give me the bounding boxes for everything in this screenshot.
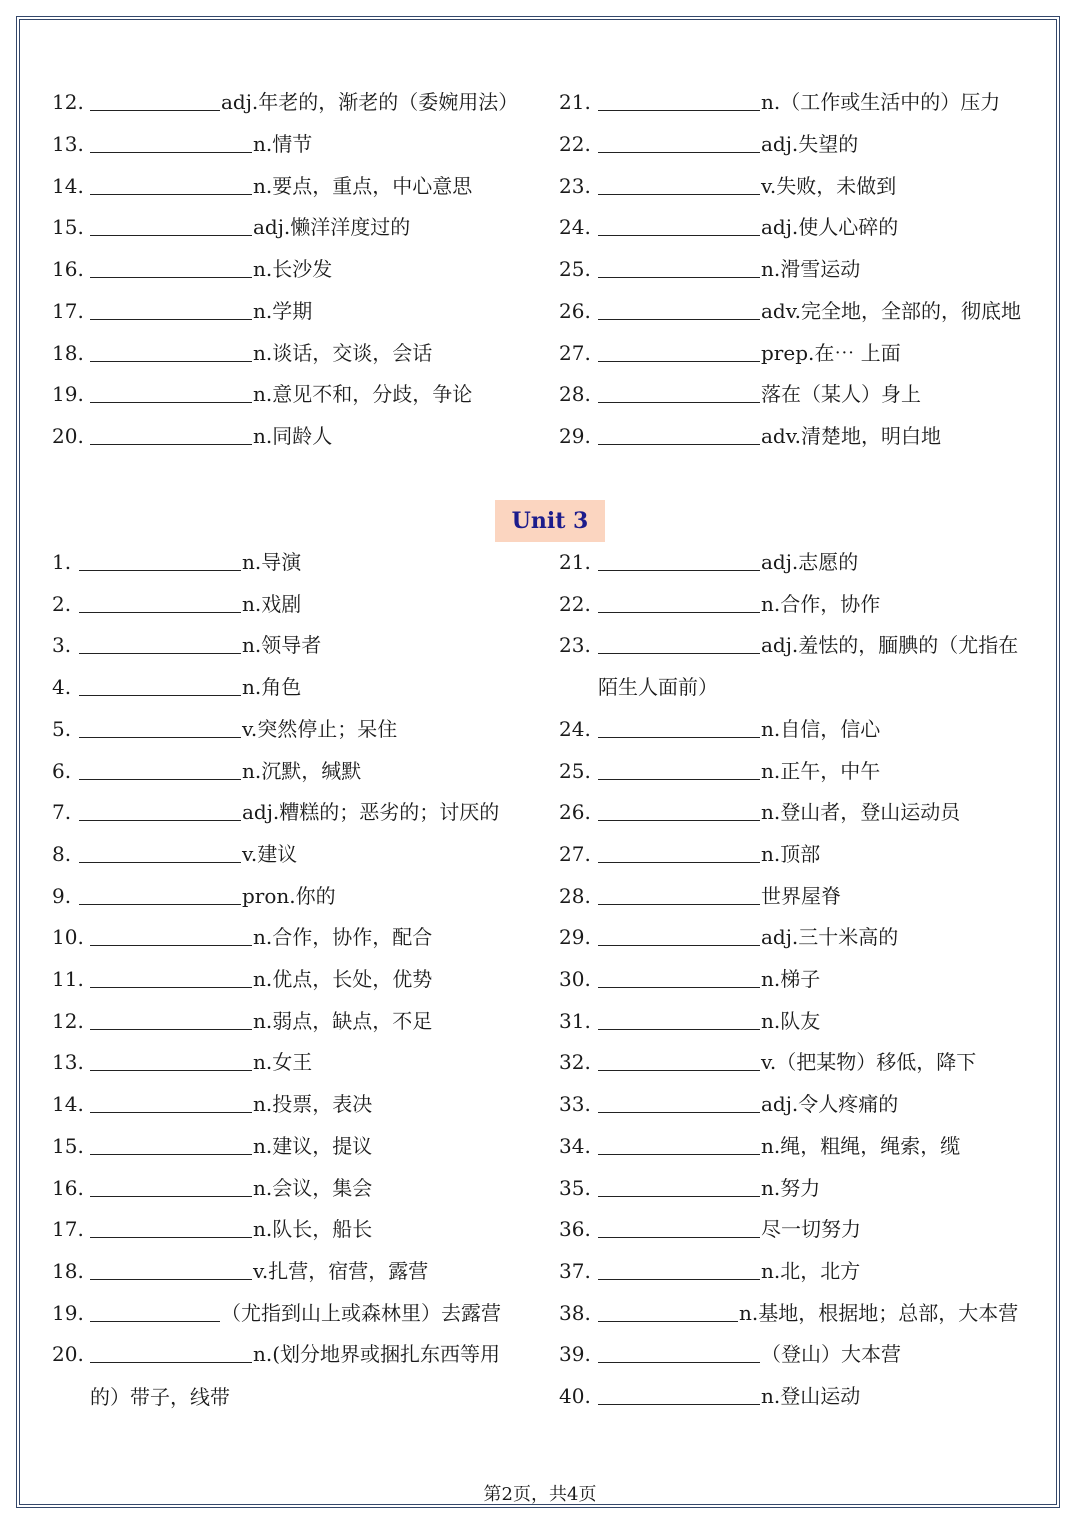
answer-blank[interactable] xyxy=(90,959,252,988)
definition-text: n.要点，重点，中心意思 xyxy=(253,173,473,198)
item-number: 20. xyxy=(52,424,84,448)
definition-text: n.长沙发 xyxy=(253,257,333,281)
item-number: 1. xyxy=(52,550,72,574)
item-number: 19. xyxy=(52,1300,84,1325)
answer-blank[interactable] xyxy=(598,124,760,153)
definition-text: n.队友 xyxy=(761,1008,821,1033)
definition-text: n.(划分地界或捆扎东西等用 xyxy=(253,1342,501,1367)
answer-blank[interactable] xyxy=(79,584,241,613)
answer-blank[interactable] xyxy=(598,584,760,613)
item-number: 14. xyxy=(52,173,84,198)
definition-text: n.（工作或生活中的）压力 xyxy=(761,90,1001,114)
answer-blank[interactable] xyxy=(598,625,760,654)
definition-text: n.正午，中午 xyxy=(761,758,881,783)
answer-blank[interactable] xyxy=(79,751,241,780)
definition-text: adv.清楚地，明白地 xyxy=(761,424,942,448)
item-number: 10. xyxy=(52,925,84,950)
answer-blank[interactable] xyxy=(90,166,252,195)
answer-blank[interactable] xyxy=(90,207,252,236)
definition-text: adj.懒洋洋度过的 xyxy=(253,215,411,240)
item-number: 21. xyxy=(559,90,591,114)
answer-blank[interactable] xyxy=(598,166,760,195)
definition-text: n.角色 xyxy=(242,675,302,700)
definition-text: n.滑雪运动 xyxy=(761,257,861,281)
item-number: 24. xyxy=(559,716,591,741)
answer-blank[interactable] xyxy=(79,792,241,821)
item-number: 5. xyxy=(52,716,72,741)
left-continuation-text: 的）带子，线带 xyxy=(90,1385,230,1409)
answer-blank[interactable] xyxy=(598,1209,760,1238)
answer-blank[interactable] xyxy=(598,82,760,111)
definition-text: adj.令人疼痛的 xyxy=(761,1092,899,1117)
item-number: 20. xyxy=(52,1342,84,1367)
item-number: 34. xyxy=(559,1133,591,1158)
answer-blank[interactable] xyxy=(90,1251,252,1280)
answer-blank[interactable] xyxy=(598,1126,760,1155)
answer-blank[interactable] xyxy=(598,917,760,946)
definition-text: adv.完全地，全部的，彻底地 xyxy=(761,298,1022,323)
item-number: 7. xyxy=(52,800,72,825)
item-number: 38. xyxy=(559,1300,591,1325)
answer-blank[interactable] xyxy=(598,1376,760,1405)
item-number: 13. xyxy=(52,131,84,156)
answer-blank[interactable] xyxy=(598,291,760,320)
item-number: 33. xyxy=(559,1092,591,1117)
item-number: 19. xyxy=(52,382,84,407)
answer-blank[interactable] xyxy=(598,249,760,278)
answer-blank[interactable] xyxy=(90,124,252,153)
item-number: 24. xyxy=(559,215,591,240)
item-number: 36. xyxy=(559,1217,591,1242)
page-footer: 第2页，共4页 xyxy=(483,1484,597,1505)
right-continuation-text: 陌生人面前） xyxy=(598,675,718,699)
answer-blank[interactable] xyxy=(90,416,252,445)
answer-blank[interactable] xyxy=(90,82,220,111)
definition-text: adj.年老的，渐老的（委婉用法） xyxy=(221,90,519,114)
item-number: 16. xyxy=(52,257,84,281)
definition-text: n.队长，船长 xyxy=(253,1217,373,1242)
definition-text: n.学期 xyxy=(253,298,313,323)
item-number: 29. xyxy=(559,424,591,448)
answer-blank[interactable] xyxy=(598,542,760,571)
definition-text: n.投票，表决 xyxy=(253,1092,373,1117)
answer-blank[interactable] xyxy=(90,1084,252,1113)
definition-text: n.合作，协作，配合 xyxy=(253,925,433,950)
item-number: 26. xyxy=(559,800,591,825)
answer-blank[interactable] xyxy=(90,1001,252,1030)
item-number: 23. xyxy=(559,173,591,198)
item-number: 26. xyxy=(559,298,591,323)
definition-text: n.建议，提议 xyxy=(253,1133,373,1158)
definition-text: n.基地，根据地；总部，大本营 xyxy=(739,1300,1019,1325)
item-number: 23. xyxy=(559,633,591,658)
answer-blank[interactable] xyxy=(598,1251,760,1280)
item-number: 28. xyxy=(559,883,591,908)
answer-blank[interactable] xyxy=(598,751,760,780)
item-number: 29. xyxy=(559,925,591,950)
answer-blank[interactable] xyxy=(79,709,241,738)
definition-text: n.谈话，交谈，会话 xyxy=(253,340,433,365)
definition-text: n.戏剧 xyxy=(242,591,302,616)
item-number: 25. xyxy=(559,257,591,281)
definition-text: n.女王 xyxy=(253,1050,313,1075)
answer-blank[interactable] xyxy=(90,291,252,320)
answer-blank[interactable] xyxy=(598,959,760,988)
answer-blank[interactable] xyxy=(79,667,241,696)
item-number: 27. xyxy=(559,340,591,365)
item-number: 18. xyxy=(52,340,84,365)
answer-blank[interactable] xyxy=(598,207,760,236)
item-number: 13. xyxy=(52,1050,84,1075)
answer-blank[interactable] xyxy=(79,542,241,571)
definition-text: adj.糟糕的；恶劣的；讨厌的 xyxy=(242,800,500,825)
definition-text: n.顶部 xyxy=(761,841,821,866)
item-number: 31. xyxy=(559,1008,591,1033)
answer-blank[interactable] xyxy=(79,834,241,863)
answer-blank[interactable] xyxy=(90,1293,220,1322)
answer-blank[interactable] xyxy=(90,374,252,403)
definition-text: 世界屋脊 xyxy=(761,883,841,908)
definition-text: n.登山运动 xyxy=(761,1384,861,1408)
definition-text: n.合作，协作 xyxy=(761,591,881,616)
answer-blank[interactable] xyxy=(79,625,241,654)
item-number: 11. xyxy=(52,967,84,991)
definition-text: v.（把某物）移低，降下 xyxy=(761,1050,977,1075)
definition-text: n.登山者，登山运动员 xyxy=(761,800,961,825)
answer-blank[interactable] xyxy=(598,834,760,863)
item-number: 32. xyxy=(559,1050,591,1075)
item-number: 8. xyxy=(52,841,72,866)
item-number: 17. xyxy=(52,298,84,323)
answer-blank[interactable] xyxy=(598,416,760,445)
definition-text: n.情节 xyxy=(253,131,313,156)
definition-text: n.领导者 xyxy=(242,633,322,658)
definition-text: adj.羞怯的，腼腆的（尤指在 xyxy=(761,633,1019,658)
answer-blank[interactable] xyxy=(90,1126,252,1155)
definition-text: v.扎营，宿营，露营 xyxy=(253,1258,429,1283)
definition-text: （尤指到山上或森林里）去露营 xyxy=(221,1300,501,1325)
answer-blank[interactable] xyxy=(90,333,252,362)
definition-text: n.同龄人 xyxy=(253,424,333,448)
item-number: 18. xyxy=(52,1258,84,1283)
answer-blank[interactable] xyxy=(90,249,252,278)
answer-blank[interactable] xyxy=(598,876,760,905)
definition-text: adj.失望的 xyxy=(761,131,859,156)
item-number: 16. xyxy=(52,1175,84,1200)
definition-text: n.北，北方 xyxy=(761,1258,861,1283)
item-number: 6. xyxy=(52,758,72,783)
answer-blank[interactable] xyxy=(90,1042,252,1071)
definition-text: n.梯子 xyxy=(761,967,821,991)
answer-blank[interactable] xyxy=(598,1334,760,1363)
answer-blank[interactable] xyxy=(598,1168,760,1197)
definition-text: n.意见不和，分歧，争论 xyxy=(253,382,473,407)
definition-text: n.导演 xyxy=(242,550,302,574)
item-number: 27. xyxy=(559,841,591,866)
item-number: 17. xyxy=(52,1217,84,1242)
item-number: 25. xyxy=(559,758,591,783)
definition-text: n.会议，集会 xyxy=(253,1175,373,1200)
definition-text: 尽一切努力 xyxy=(761,1217,861,1242)
answer-blank[interactable] xyxy=(598,1293,738,1322)
definition-text: adj.志愿的 xyxy=(761,550,859,574)
definition-text: n.弱点，缺点，不足 xyxy=(253,1008,433,1033)
definition-text: adj.三十米高的 xyxy=(761,925,899,950)
definition-text: n.沉默，缄默 xyxy=(242,758,362,783)
definition-text: pron.你的 xyxy=(242,883,336,908)
answer-blank[interactable] xyxy=(90,1334,252,1363)
item-number: 21. xyxy=(559,550,591,574)
definition-text: adj.使人心碎的 xyxy=(761,215,899,240)
item-number: 30. xyxy=(559,967,591,991)
definition-text: （登山）大本营 xyxy=(761,1342,901,1367)
item-number: 15. xyxy=(52,215,84,240)
answer-blank[interactable] xyxy=(598,709,760,738)
answer-blank[interactable] xyxy=(598,792,760,821)
definition-text: prep.在⋯ 上面 xyxy=(761,340,901,365)
item-number: 9. xyxy=(52,883,72,908)
item-number: 12. xyxy=(52,1008,84,1033)
answer-blank[interactable] xyxy=(90,1209,252,1238)
item-number: 4. xyxy=(52,675,72,700)
definition-text: n.努力 xyxy=(761,1175,821,1200)
answer-blank[interactable] xyxy=(598,374,760,403)
definition-text: v.建议 xyxy=(242,841,298,866)
item-number: 35. xyxy=(559,1175,591,1200)
item-number: 22. xyxy=(559,591,591,616)
definition-text: n.绳，粗绳，绳索，缆 xyxy=(761,1133,961,1158)
answer-blank[interactable] xyxy=(90,1168,252,1197)
definition-text: 落在（某人）身上 xyxy=(761,382,921,407)
definition-text: v.失败，未做到 xyxy=(761,173,897,198)
item-number: 37. xyxy=(559,1258,591,1283)
answer-blank[interactable] xyxy=(598,333,760,362)
answer-blank[interactable] xyxy=(90,917,252,946)
definition-text: v.突然停止；呆住 xyxy=(242,716,398,741)
unit-title: Unit 3 xyxy=(495,500,605,542)
item-number: 28. xyxy=(559,382,591,407)
item-number: 40. xyxy=(559,1384,591,1408)
item-number: 22. xyxy=(559,131,591,156)
answer-blank[interactable] xyxy=(598,1001,760,1030)
item-number: 39. xyxy=(559,1342,591,1367)
answer-blank[interactable] xyxy=(598,1042,760,1071)
item-number: 12. xyxy=(52,90,84,114)
answer-blank[interactable] xyxy=(598,1084,760,1113)
definition-text: n.优点，长处，优势 xyxy=(253,967,433,991)
definition-text: n.自信，信心 xyxy=(761,716,881,741)
item-number: 14. xyxy=(52,1092,84,1117)
answer-blank[interactable] xyxy=(79,876,241,905)
item-number: 15. xyxy=(52,1133,84,1158)
item-number: 2. xyxy=(52,591,72,616)
item-number: 3. xyxy=(52,633,72,658)
